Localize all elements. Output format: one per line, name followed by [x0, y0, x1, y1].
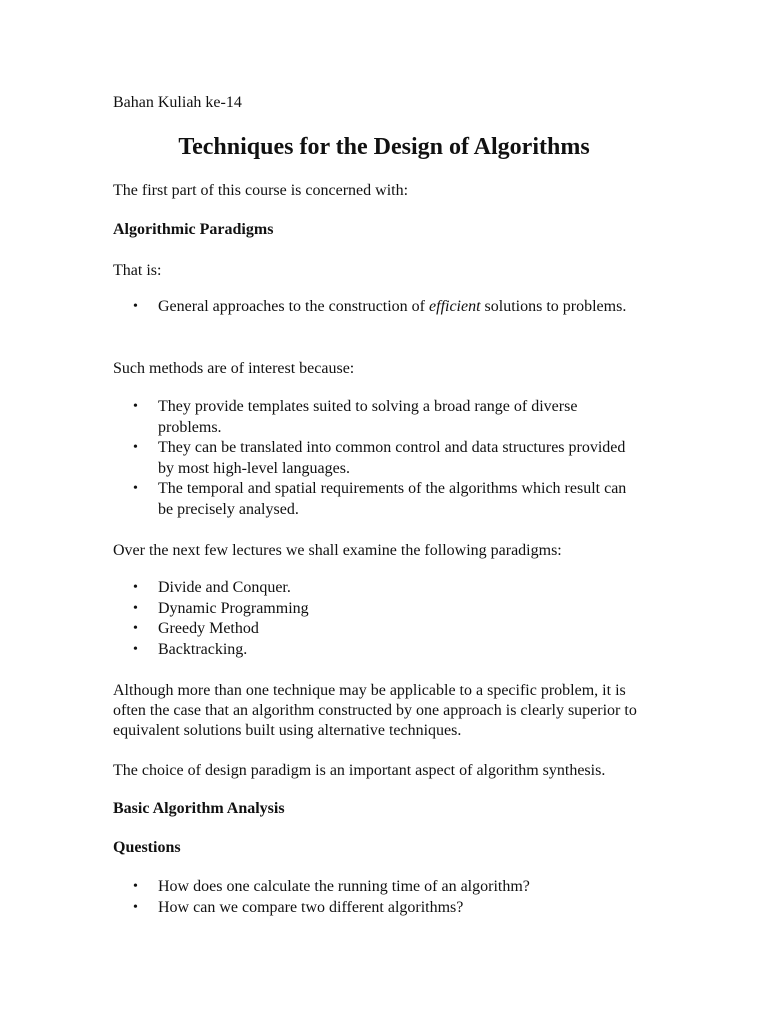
list-item: • Divide and Conquer.: [113, 578, 633, 599]
intro-paragraph: The first part of this course is concerned with:: [113, 182, 409, 199]
course-label: Bahan Kuliah ke-14: [113, 94, 242, 111]
paradigms-list: [113, 578, 633, 660]
paradigms-intro: Over the next few lectures we shall examine the following paradigms:: [113, 542, 562, 559]
definition-emphasis: efficient: [429, 298, 481, 315]
list-item: • They provide templates suited to solving a broad range of diverse problems.: [113, 397, 633, 438]
list-item: • Backtracking.: [113, 640, 633, 661]
heading-basic-algorithm-analysis: Basic Algorithm Analysis: [113, 800, 285, 817]
definition-text-before: General approaches to the construction of: [158, 298, 430, 315]
list-item: • The temporal and spatial requirements of the algorithms which result can be precisely analysed.: [113, 479, 633, 520]
list-item: [113, 297, 633, 318]
list-item: • How does one calculate the running time of an algorithm?: [113, 877, 633, 898]
list-item: • They can be translated into common control and data structures provided by most high-level languages.: [113, 438, 633, 479]
heading-algorithmic-paradigms: Algorithmic Paradigms: [113, 221, 274, 238]
page-title: Techniques for the Design of Algorithms: [178, 134, 590, 160]
list-item: • Dynamic Programming: [113, 599, 633, 620]
that-is-label: That is:: [113, 262, 162, 279]
technique-paragraph: Although more than one technique may be applicable to a specific problem, it is often the case that an algorithm constructed by one approach is clearly superior to equivalent solutions built using alternative techniques.: [113, 682, 637, 739]
choice-paragraph: The choice of design paradigm is an important aspect of algorithm synthesis.: [113, 762, 606, 779]
list-item: • Greedy Method: [113, 619, 633, 640]
questions-list: [113, 877, 633, 918]
list-item: • How can we compare two different algorithms?: [113, 898, 633, 919]
reasons-list: [113, 397, 633, 520]
definition-text-after: solutions to problems.: [480, 298, 627, 315]
definition-list: [113, 297, 633, 318]
heading-questions: Questions: [113, 839, 181, 856]
interest-intro: Such methods are of interest because:: [113, 360, 355, 377]
